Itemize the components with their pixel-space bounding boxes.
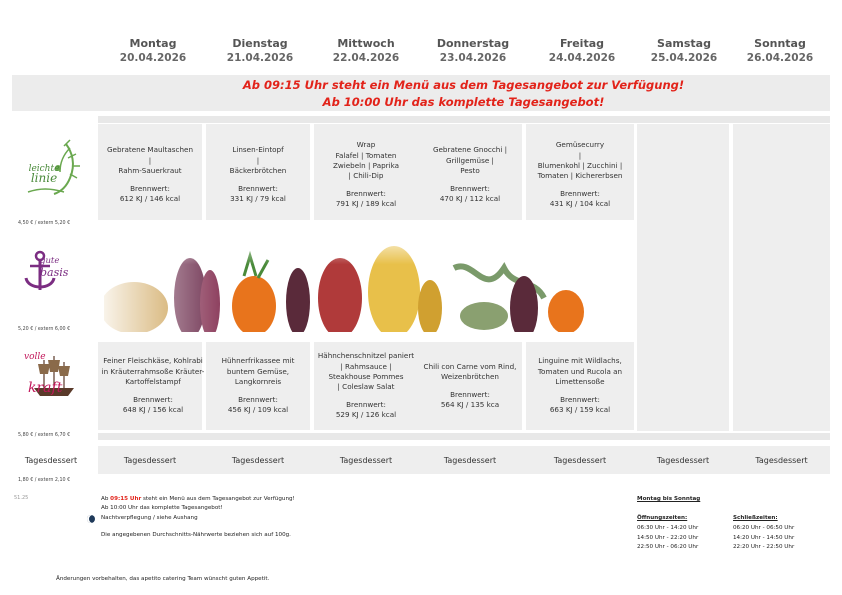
dessert-tuesday: Tagesdessert [231,455,285,465]
menu-cell-leicht-thursday: Gebratene Gnocchi | Grillgemüse | Pesto Brennwert: 470 KJ / 112 kcal [432,145,508,204]
price-volle-kraft: 5,80 € / extern 6,70 € [18,433,71,438]
day-header-saturday: Samstag 25.04.2026 [650,37,718,64]
menu-cell-kraft-friday: Linguine mit Wildlachs, Tomaten und Rucola an Limettensoße Brennwert: 663 KJ / 159 kcal [537,356,623,415]
opening-times: Öffnungszeiten: 06:30 Uhr - 14:20 Uhr 14:50 Uhr - 22:20 Uhr 22:50 Uhr - 06:20 Uhr [637,515,699,550]
menu-cell-leicht-tuesday: Linsen-Eintopf | Bäckerbrötchen Brennwert: 331 KJ / 79 kcal [229,145,287,204]
banner-left-spacer [12,75,97,111]
row-separator [98,433,830,440]
dessert-row-label: Tagesdessert [24,455,78,465]
moon-icon [87,515,95,523]
schedule-title: Montag bis Sonntag [637,496,701,502]
footer-notes: Ab 09:15 Uhr steht ein Menü aus dem Tagesangebot zur Verfügung! Ab 10:00 Uhr das komplette Tagesangebot! Nachtverpflegung / siehe Aushang Die angegebenen Durchschnitts-Nährwerte beziehen sich auf 100g. [101,496,295,538]
day-header-friday: Freitag 24.04.2026 [548,37,616,64]
day-header-sunday: Sonntag 26.04.2026 [746,37,814,64]
week-code: 51.25 [14,495,29,501]
vegetable-photo [104,228,588,332]
row-separator [98,116,830,123]
availability-banner [97,75,830,111]
menu-cell-kraft-tuesday: Hühnerfrikassee mit buntem Gemüse, Langkornreis Brennwert: 456 KJ / 109 kcal [221,356,295,415]
gute-basis-wordmark: gute basis [40,256,69,279]
day-header-tuesday: Dienstag 21.04.2026 [226,37,294,64]
dessert-saturday: Tagesdessert [656,455,710,465]
dessert-wednesday: Tagesdessert [339,455,393,465]
day-header-thursday: Donnerstag 23.04.2026 [436,37,510,64]
menu-cell-leicht-wednesday: Wrap Falafel | Tomaten Zwiebeln | Paprika | Chili-Dip Brennwert: 791 KJ / 189 kcal [332,140,400,209]
closing-remark: Änderungen vorbehalten, das apetito catering Team wünscht guten Appetit. [56,576,270,582]
dessert-friday: Tagesdessert [553,455,607,465]
banner-line-1: Ab 09:15 Uhr steht ein Menü aus dem Tagesangebot zur Verfügung! [242,78,685,92]
day-header-monday: Montag 20.04.2026 [119,37,187,64]
dessert-sunday: Tagesdessert [755,455,808,465]
day-header-wednesday: Mittwoch 22.04.2026 [332,37,400,64]
menu-cell-kraft-wednesday: Hähnchenschnitzel paniert | Rahmsauce | Steakhouse Pommes | Coleslaw Salat Brennwert: 529 KJ / 126 kcal [317,351,415,420]
dessert-monday: Tagesdessert [123,455,177,465]
col-bg-saturday [637,124,729,431]
price-dessert: 1,80 € / extern 2,10 € [18,478,71,483]
leichte-linie-wordmark: leichte linie [28,164,60,185]
menu-cell-kraft-thursday: Chili con Carne vom Rind, Weizenbrötchen Brennwert: 564 KJ / 135 kca [423,361,517,410]
menu-cell-leicht-monday: Gebratene Maultaschen | Rahm-Sauerkraut Brennwert: 612 KJ / 146 kcal [106,145,194,204]
banner-line-2: Ab 10:00 Uhr das komplette Tagesangebot! [322,95,605,109]
menu-cell-kraft-monday: Feiner Fleischkäse, Kohlrabi in Kräuterrahmsoße Kräuter- Kartoffelstampf Brennwert: 648 KJ / 156 kcal [101,356,205,415]
volle-kraft-wordmark: volle kraft [24,352,63,396]
price-leichte-linie: 4,50 € / extern 5,20 € [18,221,71,226]
dessert-thursday: Tagesdessert [443,455,497,465]
price-gute-basis: 5,20 € / extern 6,00 € [18,327,71,332]
col-bg-sunday [733,124,830,431]
closing-times: Schließzeiten: 06:20 Uhr - 06:50 Uhr 14:20 Uhr - 14:50 Uhr 22:20 Uhr - 22:50 Uhr [733,515,795,550]
menu-cell-leicht-friday: Gemüsecurry | Blumenkohl | Zucchini | Tomaten | Kichererbsen Brennwert: 431 KJ / 104 kcal [537,140,623,209]
